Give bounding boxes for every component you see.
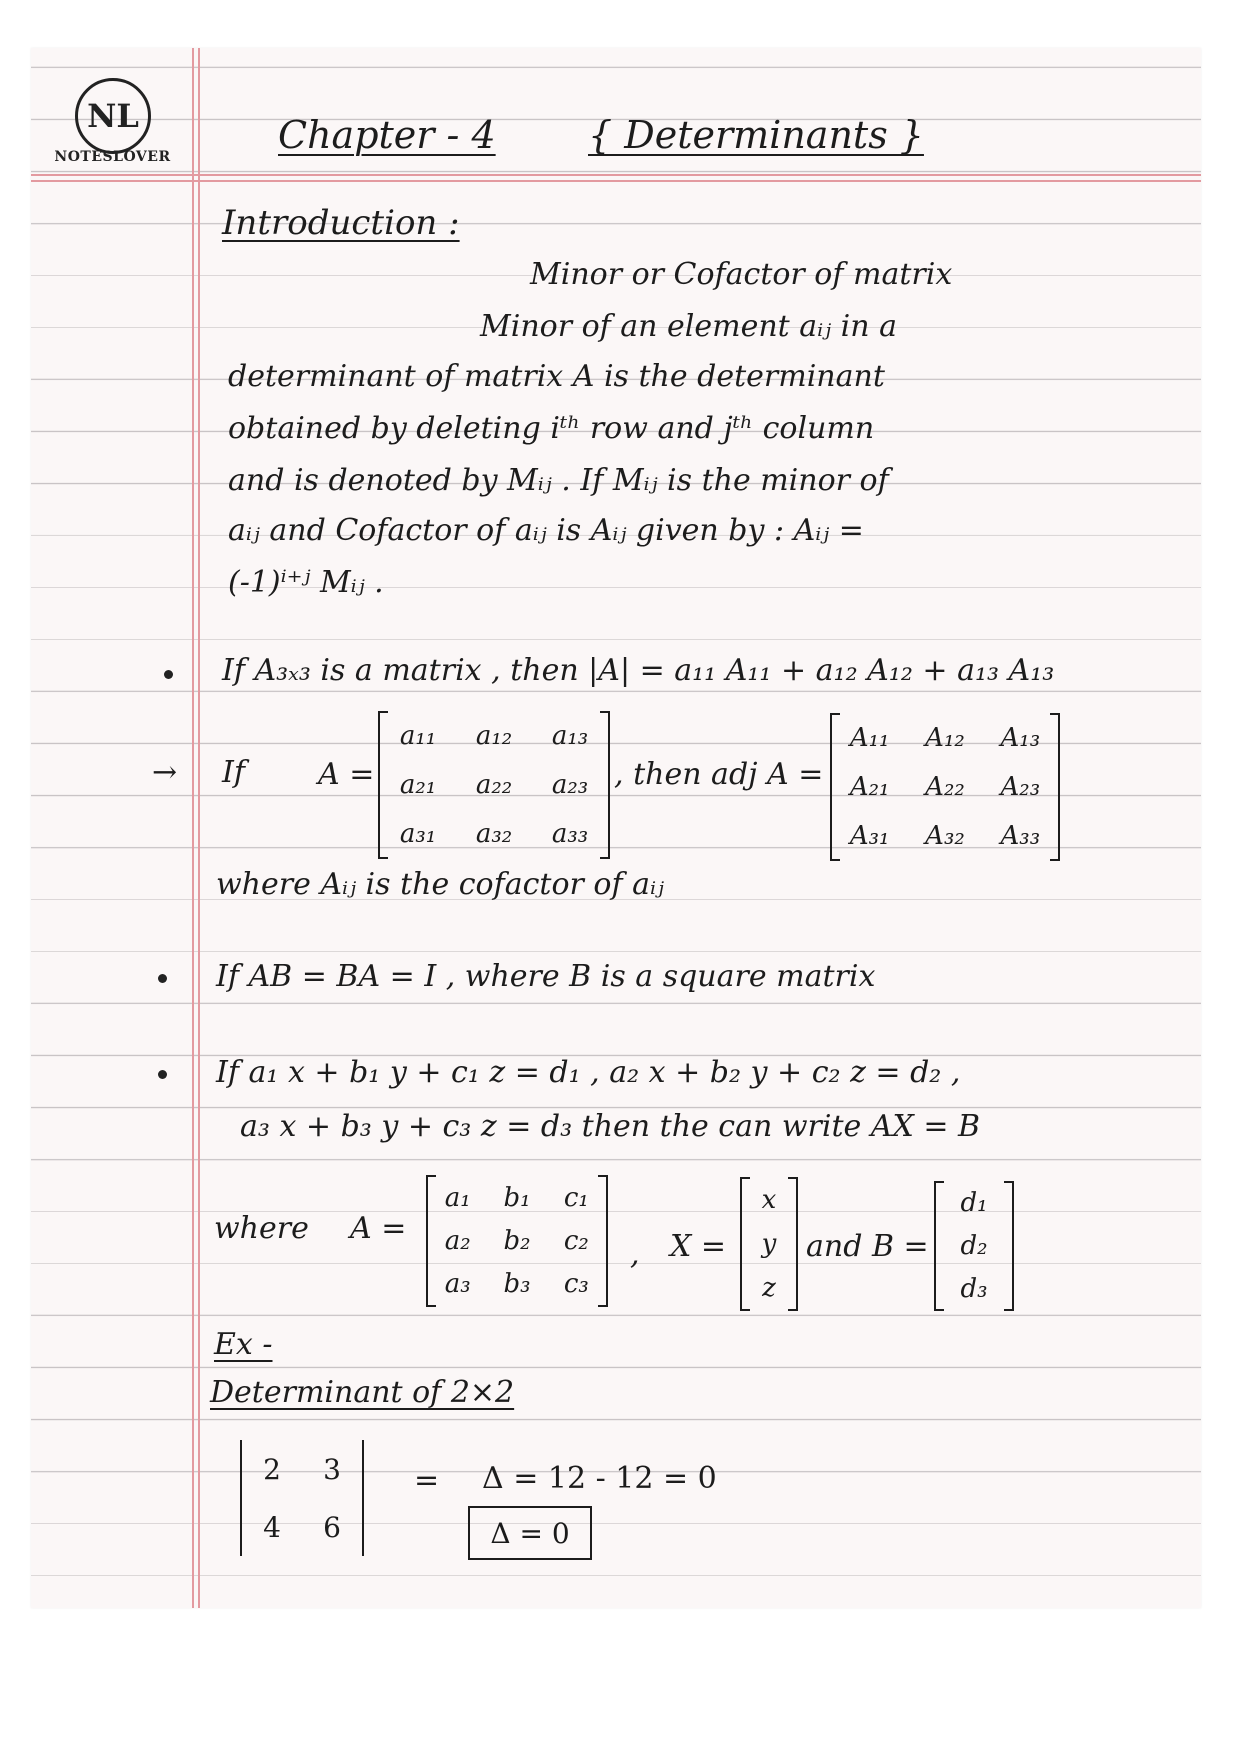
matrix-cell: a₃₂: [475, 818, 513, 849]
matrix-cell: a₃₃: [551, 818, 589, 849]
intro-line: (-1)ⁱ⁺ʲ Mᵢⱼ .: [228, 565, 384, 600]
point-adjoint-prefix: If: [222, 755, 245, 790]
matrix-cell: a₃₁: [399, 818, 437, 849]
where-label: where: [214, 1211, 309, 1246]
matrix-cell: a₂₂: [475, 769, 513, 800]
matrix-cell: d₂: [960, 1230, 988, 1261]
matrix-cell: d₁: [960, 1188, 988, 1219]
variable-matrix: [740, 1178, 798, 1310]
matrix-cell: d₃: [960, 1273, 988, 1304]
topic-title: { Determinants }: [588, 113, 924, 157]
bullet-icon: [158, 974, 167, 983]
matrix-cell: A₂₁: [849, 771, 890, 802]
bullet-icon: [158, 1070, 167, 1079]
logo-icon: NL: [75, 78, 151, 154]
intro-line: aᵢⱼ and Cofactor of aᵢⱼ is Aᵢⱼ given by : Aᵢⱼ =: [228, 513, 864, 548]
determinant-cell: 4: [263, 1510, 281, 1544]
matrix-cell: a₁₁: [399, 721, 437, 752]
brand-name: NOTESLOVER: [54, 149, 171, 165]
example-label: Ex -: [214, 1327, 273, 1362]
equals-sign: =: [414, 1463, 440, 1498]
equation-line: If a₁ x + b₁ y + c₁ z = d₁ , a₂ x + b₂ y + c₂ z = d₂ ,: [216, 1055, 961, 1090]
matrix-cell: A₁₁: [849, 723, 890, 754]
matrix-cell: c₂: [563, 1225, 589, 1256]
margin-line-horizontal: [31, 174, 1201, 176]
matrix-a: [378, 712, 610, 858]
point-inverse: If AB = BA = I , where B is a square matrix: [216, 959, 876, 994]
intro-line: determinant of matrix A is the determinant: [228, 359, 885, 394]
point-determinant-expansion: If A₃ₓ₃ is a matrix , then |A| = a₁₁ A₁₁ + a₁₂ A₁₂ + a₁₃ A₁₃: [222, 653, 1055, 688]
intro-line: and is denoted by Mᵢⱼ . If Mᵢⱼ is the minor of: [228, 463, 889, 498]
matrix-cell: a₁: [444, 1182, 471, 1213]
bullet-icon: [164, 670, 173, 679]
determinant-result-box: [468, 1506, 592, 1560]
determinant-cell: 3: [323, 1452, 341, 1486]
intro-line: Minor of an element aᵢⱼ in a: [480, 309, 897, 344]
matrix-cell: A₁₂: [925, 723, 965, 754]
chapter-title: Chapter - 4: [278, 113, 496, 157]
cofactor-note: where Aᵢⱼ is the cofactor of aᵢⱼ: [216, 867, 664, 902]
adj-label: , then adj A =: [614, 757, 824, 792]
matrix-cell: a₁₂: [475, 721, 513, 752]
matrix-cell: A₃₁: [849, 820, 890, 851]
equation-line: a₃ x + b₃ y + c₃ z = d₃ then the can write AX = B: [240, 1109, 981, 1144]
matrix-cell: a₂: [444, 1225, 471, 1256]
matrix-cell: b₂: [503, 1225, 531, 1256]
margin-line-vertical: [192, 48, 194, 1608]
coefficient-matrix: [426, 1176, 608, 1306]
matrix-cell: a₁₃: [551, 721, 589, 752]
matrix-cell: x: [761, 1185, 777, 1215]
constant-matrix: [934, 1182, 1014, 1310]
matrix-b-label: and B =: [806, 1229, 929, 1264]
intro-line: obtained by deleting iᵗʰ row and jᵗʰ column: [228, 411, 875, 446]
matrix-cell: a₃: [444, 1269, 471, 1300]
matrix-x-label: X =: [670, 1229, 727, 1264]
comma: ,: [630, 1237, 640, 1272]
matrix-cell: A₃₂: [925, 820, 965, 851]
margin-line-vertical: [198, 48, 200, 1608]
matrix-a-label: A =: [350, 1211, 407, 1246]
determinant-calculation: Δ = 12 - 12 = 0: [482, 1461, 717, 1496]
matrix-adj: [830, 714, 1060, 860]
intro-heading: Introduction :: [222, 203, 460, 243]
matrix-cell: y: [761, 1229, 777, 1259]
matrix-cell: A₁₃: [1000, 723, 1041, 754]
matrix-cell: b₁: [503, 1182, 531, 1213]
determinant-cell: 6: [323, 1510, 341, 1544]
matrix-cell: c₁: [563, 1182, 589, 1213]
example-title: Determinant of 2×2: [210, 1375, 515, 1410]
matrix-cell: a₂₃: [551, 769, 589, 800]
margin-line-horizontal: [31, 180, 1201, 182]
determinant-result: Δ = 0: [490, 1516, 570, 1550]
matrix-cell: c₃: [563, 1269, 589, 1300]
matrix-cell: z: [762, 1273, 776, 1303]
matrix-cell: a₂₁: [399, 769, 437, 800]
matrix-cell: A₂₂: [925, 771, 965, 802]
matrix-cell: b₃: [503, 1269, 531, 1300]
arrow-icon: →: [152, 755, 178, 790]
matrix-cell: A₃₃: [1000, 820, 1041, 851]
determinant-cell: 2: [263, 1452, 281, 1486]
intro-subheading: Minor or Cofactor of matrix: [530, 257, 953, 292]
determinant-2x2: [240, 1440, 364, 1556]
matrix-a-label: A =: [318, 757, 375, 792]
matrix-cell: A₂₃: [1000, 771, 1041, 802]
